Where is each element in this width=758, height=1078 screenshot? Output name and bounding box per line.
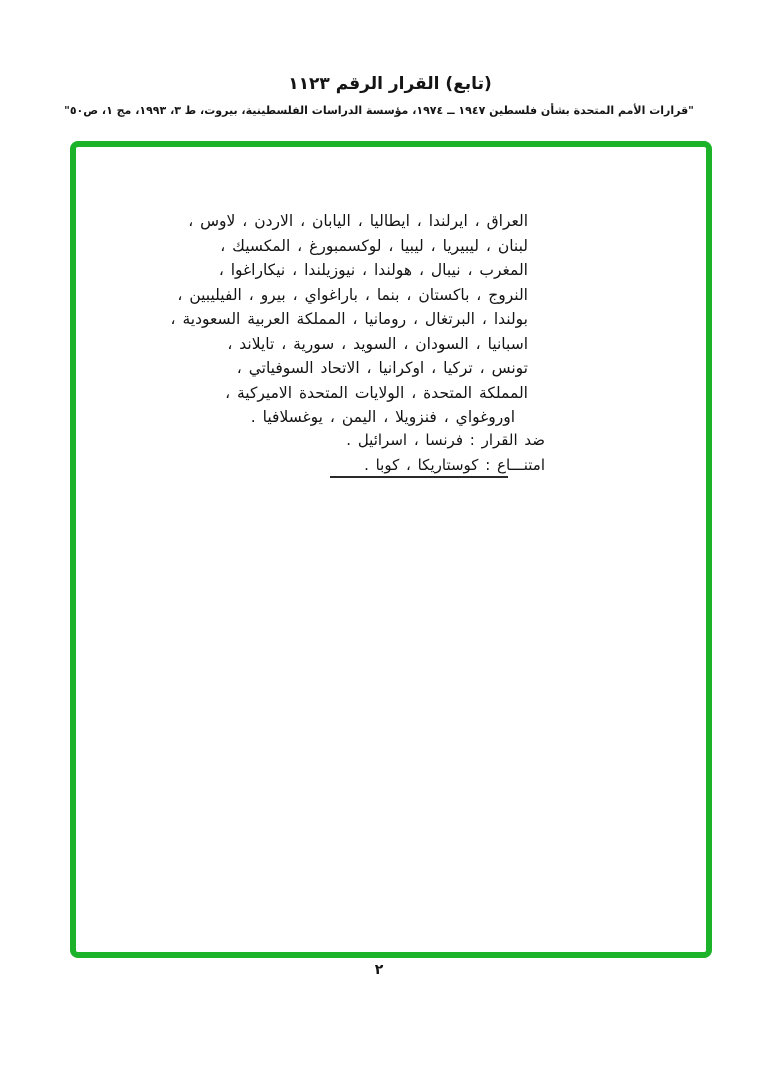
country-list-paragraph — [171, 209, 528, 430]
vote-abstain-line: امتنـــاع : كوستاريكا ، كوبا . — [364, 456, 545, 474]
vote-results-block — [346, 428, 545, 478]
country-list-line: اسبانيا ، السودان ، السويد ، سورية ، تايلاند ، — [227, 334, 528, 353]
country-list-line: اوروغواي ، فنزويلا ، اليمن ، يوغسلافيا . — [250, 408, 515, 426]
country-list-line: تونس ، تركيا ، اوكرانيا ، الاتحاد السوفياتي ، — [236, 359, 528, 377]
source-citation: "قرارات الأمم المتحدة بشأن فلسطين ١٩٤٧ ــ ١٩٧٤، مؤسسة الدراسات الفلسطينية، بيروت، ط ٣، ١٩٩٣، مج ١، ص٥٠" — [64, 104, 694, 117]
country-list-line: بولندا ، البرتغال ، رومانيا ، المملكة العربية السعودية ، — [170, 310, 528, 328]
page-number: ٢ — [374, 962, 384, 978]
country-list-line: العراق ، ايرلندا ، ايطاليا ، اليابان ، الاردن ، لاوس ، — [188, 212, 528, 230]
country-list-line: المغرب ، نيبال ، هولندا ، نيوزيلندا ، نيكاراغوا ، — [218, 261, 528, 279]
resolution-title: (تابع) القرار الرقم ١١٢٣ — [288, 74, 492, 94]
country-list-line: النروج ، باكستان ، بنما ، باراغواي ، بيرو ، الفيليبين ، — [177, 285, 528, 304]
country-list-line: لبنان ، ليبيريا ، ليبيا ، لوكسمبورغ ، المكسيك ، — [220, 236, 528, 255]
underline-divider — [330, 476, 508, 478]
vote-against-line: ضد القرار : فرنسا ، اسرائيل . — [346, 431, 545, 449]
country-list-line: المملكة المتحدة ، الولايات المتحدة الاميركية ، — [225, 383, 528, 402]
